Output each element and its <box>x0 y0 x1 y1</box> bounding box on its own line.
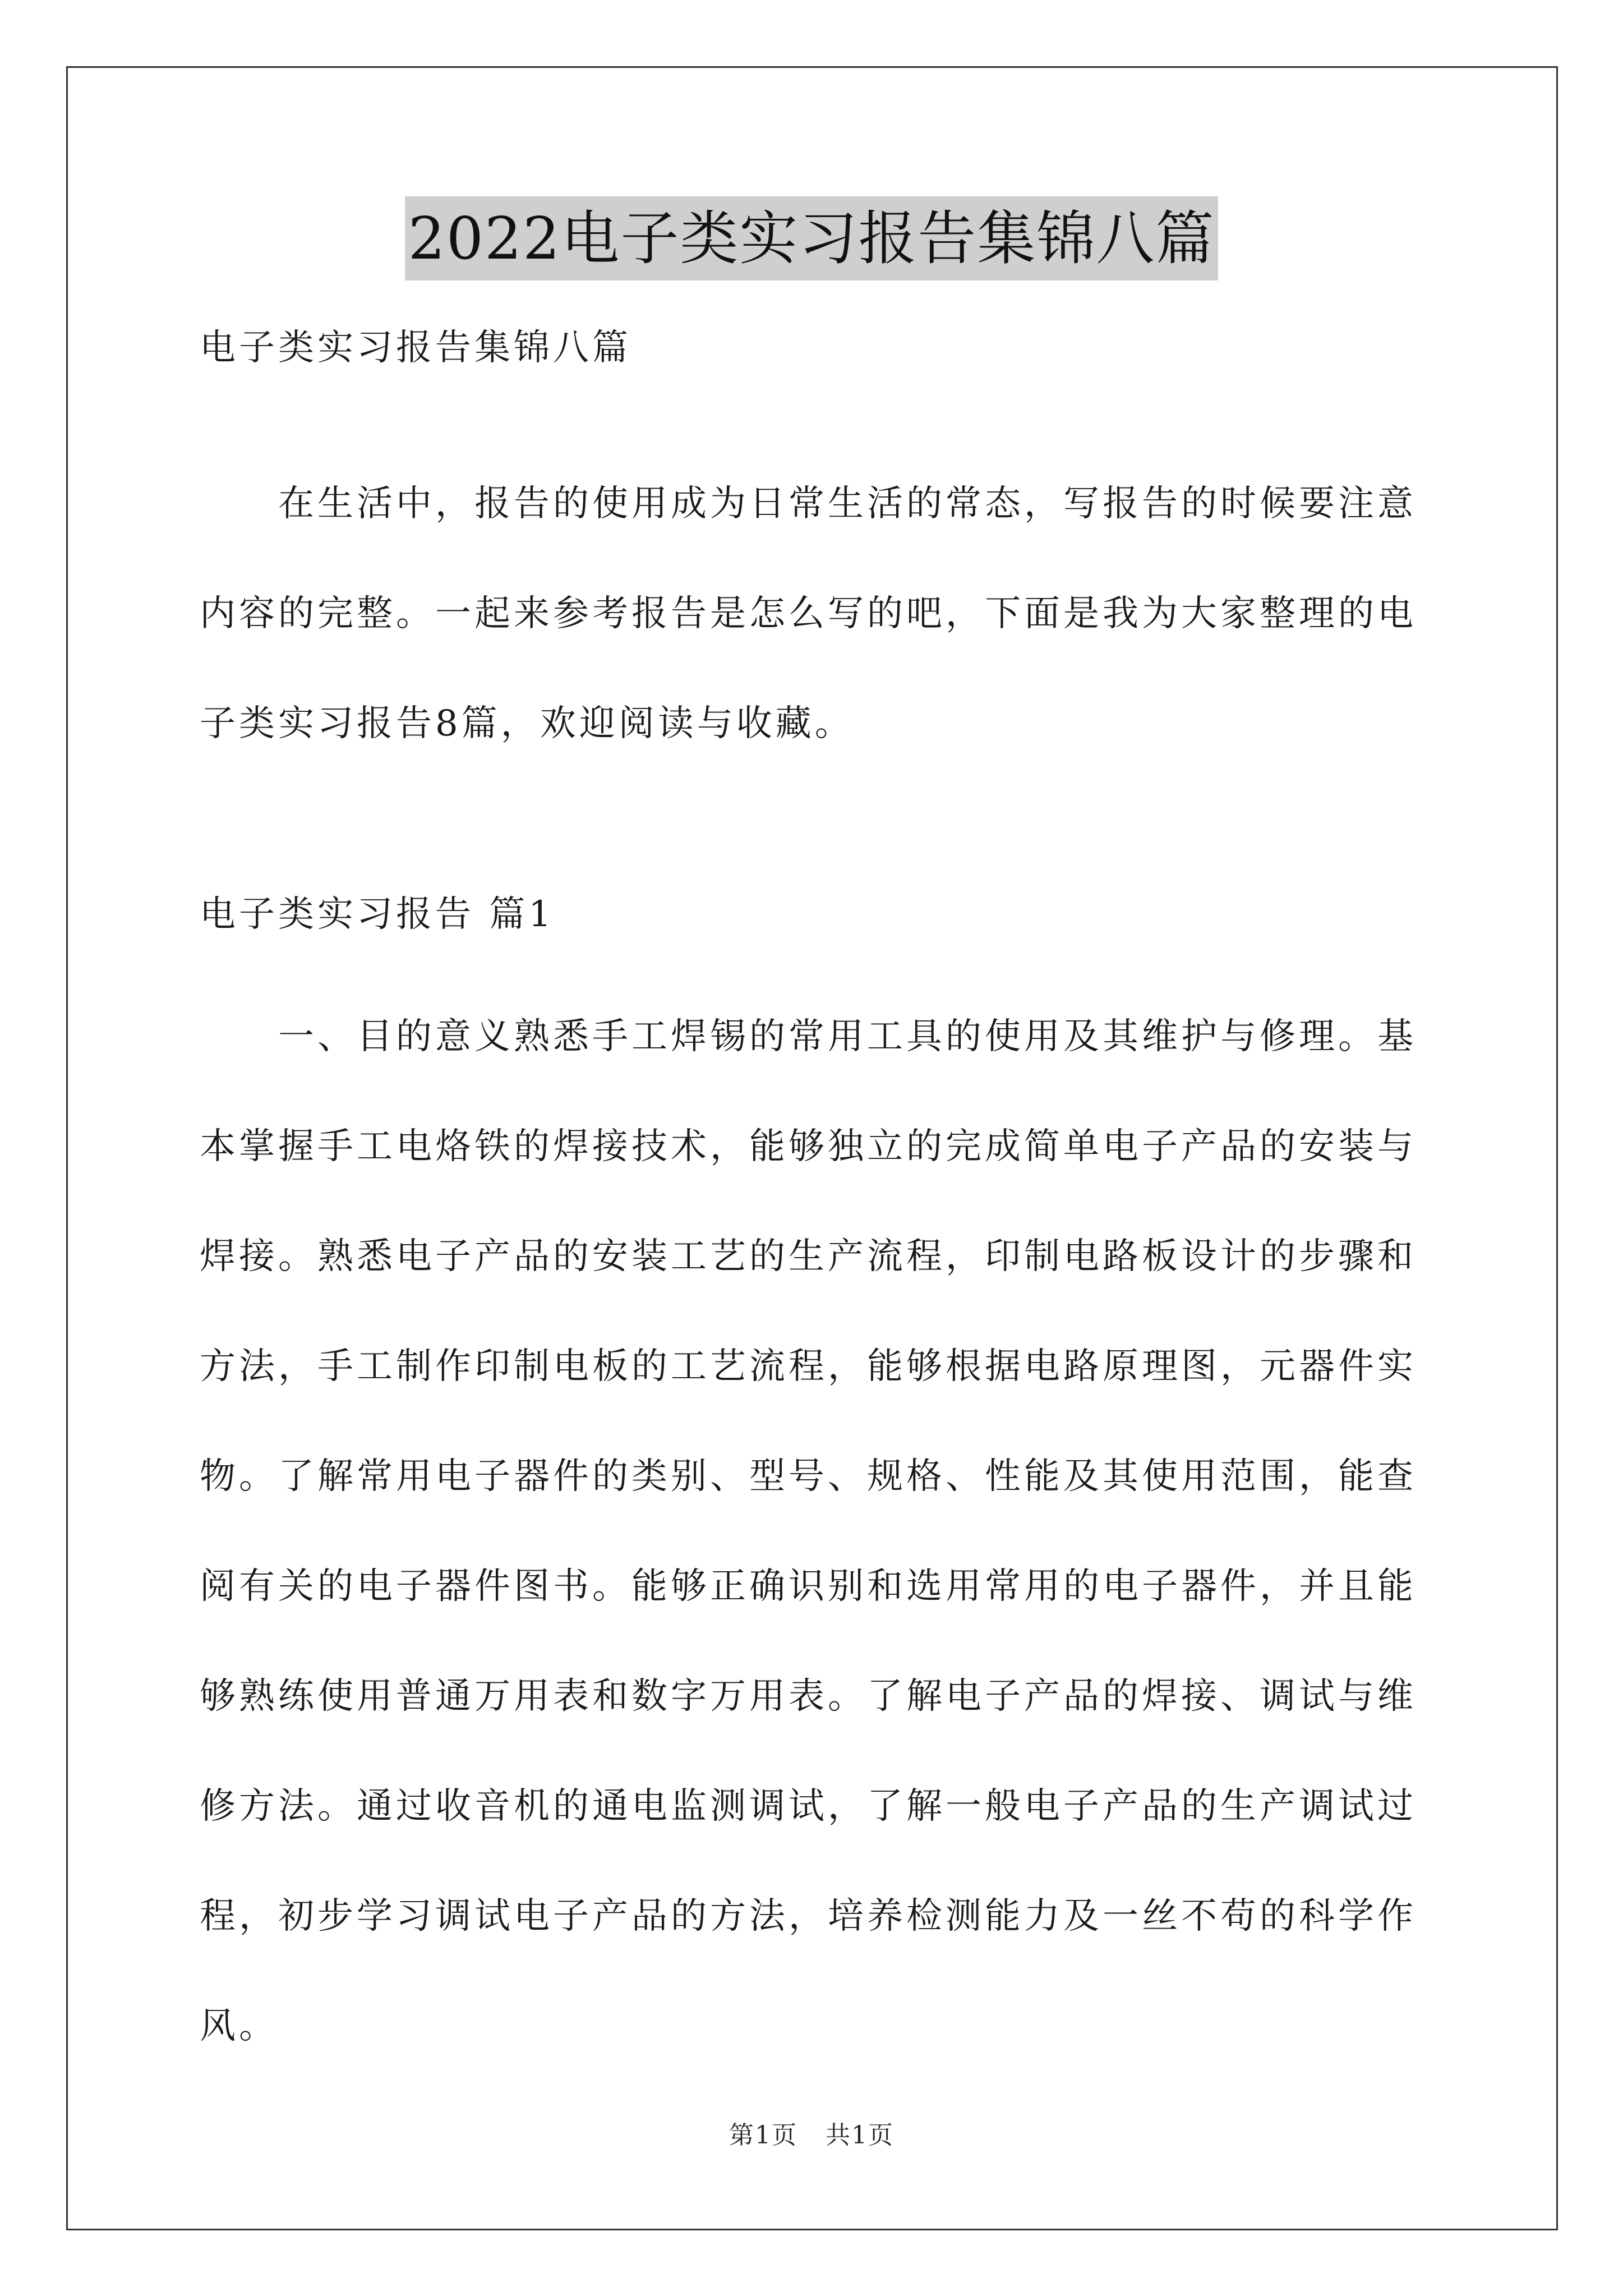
document-subtitle: 电子类实习报告集锦八篇 <box>200 327 631 369</box>
intro-paragraph: 在生活中，报告的使用成为日常生活的常态，写报告的时候要注意内容的完整。一起来参考报告是怎么写的吧，下面是我为大家整理的电子类实习报告8篇，欢迎阅读与收藏。 <box>200 483 1417 744</box>
document-title: 2022电子类实习报告集锦八篇 <box>405 196 1219 280</box>
title-container <box>0 196 1623 280</box>
page-footer <box>0 2115 1623 2151</box>
section-heading: 电子类实习报告 篇1 <box>200 894 555 935</box>
section-paragraph: 一、目的意义熟悉手工焊锡的常用工具的使用及其维护与修理。基本掌握手工电烙铁的焊接技术，能够独立的完成简单电子产品的安装与焊接。熟悉电子产品的安装工艺的生产流程，印制电路板设计的步骤和方法，手工制作印制电板的工艺流程，能够根据电路原理图，元器件实物。了解常用电子器件的类别、型号、规格、性能及其使用范围，能查阅有关的电子器件图书。能够正确识别和选用常用的电子器件，并且能够熟练使用普通万用表和数字万用表。了解电子产品的焊接、调试与维修方法。通过收音机的通电监测调试，了解一般电子产品的生产调试过程，初步学习调试电子产品的方法，培养检测能力及一丝不苟的科学作风。 <box>200 1016 1417 2047</box>
page-number-current: 第1页 <box>729 2121 797 2150</box>
page-number-total: 共1页 <box>826 2121 894 2150</box>
